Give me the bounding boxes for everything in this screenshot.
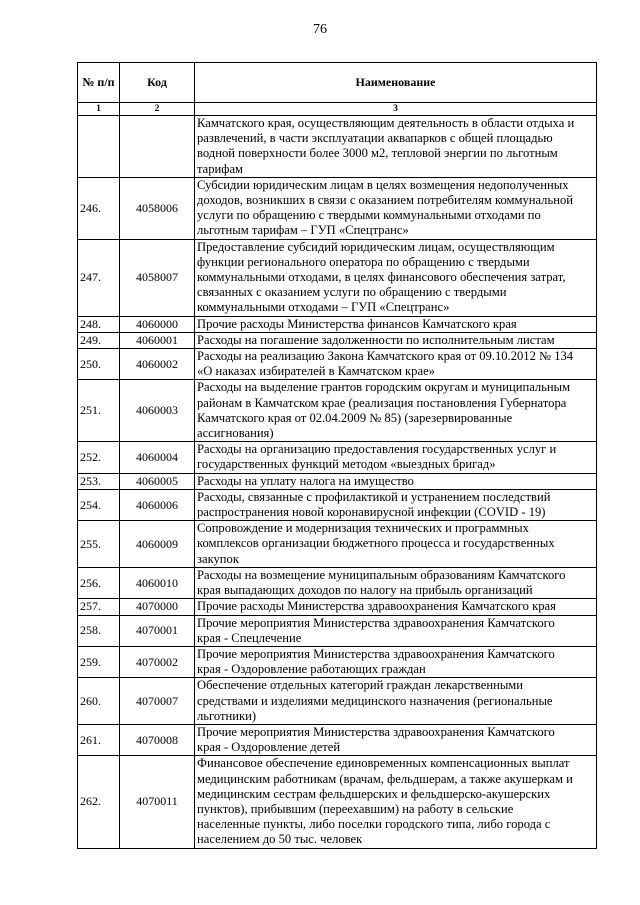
row-name-line: края - Оздоровление детей: [197, 740, 341, 755]
row-number: 250.: [78, 349, 120, 380]
row-code: [120, 116, 195, 178]
row-code: 4060002: [120, 349, 195, 380]
row-number: 259.: [78, 646, 120, 677]
row-name-line: Прочие расходы Министерства здравоохранения Камчатского края: [197, 599, 556, 614]
row-name-line: комплексов организации бюджетного процесса и государственных: [197, 536, 555, 551]
table-row: [78, 332, 597, 348]
row-name: [195, 116, 597, 178]
row-name: [195, 489, 597, 520]
table-row: [78, 177, 597, 239]
table-row: [78, 442, 597, 473]
column-number: 3: [195, 103, 597, 116]
row-name-line: населенные пункты, либо поселки городского типа, либо города с: [197, 817, 551, 832]
row-name-line: Финансовое обеспечение единовременных компенсационных выплат: [197, 756, 570, 771]
row-code: 4058007: [120, 239, 195, 316]
row-code: 4060004: [120, 442, 195, 473]
row-name-line: населением до 50 тыс. человек: [197, 832, 363, 847]
row-name-line: пунктов), прибывшим (переехавшим) на работу в сельские: [197, 801, 514, 816]
row-code: 4070011: [120, 756, 195, 848]
row-number: [78, 116, 120, 178]
row-name: [195, 239, 597, 316]
table-row: [78, 646, 597, 677]
row-name-line: Расходы на выделение грантов городским округам и муниципальным: [197, 380, 571, 395]
row-code: 4070002: [120, 646, 195, 677]
row-name: [195, 567, 597, 598]
row-number: 262.: [78, 756, 120, 848]
row-number: 253.: [78, 473, 120, 489]
table-row: [78, 489, 597, 520]
row-name: [195, 473, 597, 489]
row-number: 261.: [78, 724, 120, 755]
row-number: 256.: [78, 567, 120, 598]
table-row: [78, 349, 597, 380]
table-row: [78, 599, 597, 615]
row-name-line: Субсидии юридическим лицам в целях возмещения недополученных: [197, 177, 569, 192]
row-name: [195, 521, 597, 568]
row-code: 4060003: [120, 380, 195, 442]
row-name-line: Обеспечение отдельных категорий граждан лекарственными: [197, 678, 524, 693]
row-name-line: государственных функций методом «выездных бригад»: [197, 457, 496, 472]
row-number: 260.: [78, 678, 120, 725]
row-code: 4060010: [120, 567, 195, 598]
row-name: [195, 380, 597, 442]
row-name: [195, 316, 597, 332]
row-name-line: Расходы на возмещение муниципальным образованиям Камчатского: [197, 567, 566, 582]
row-name-line: районам в Камчатском крае (реализация постановления Губернатора: [197, 395, 567, 410]
row-code: 4060006: [120, 489, 195, 520]
row-name-line: Прочие расходы Министерства финансов Камчатского края: [197, 316, 517, 331]
row-name: [195, 646, 597, 677]
row-number: 248.: [78, 316, 120, 332]
table-row: [78, 239, 597, 316]
row-name-line: водной поверхности более 3000 м2, тепловой энергии по льготным: [197, 146, 558, 161]
row-name-line: Камчатского края от 02.04.2009 № 85) (зарезервированные: [197, 410, 513, 425]
table-row: [78, 521, 597, 568]
row-name-line: Камчатского края, осуществляющим деятельность в области отдыха и: [197, 116, 575, 130]
row-name-line: медицинским работникам (врачам, фельдшерам, а также акушеркам и: [197, 771, 573, 786]
row-name-line: доходов, возникших в связи с оказанием потребителям коммунальной: [197, 193, 573, 208]
budget-code-table: [77, 62, 597, 849]
table-row: [78, 316, 597, 332]
row-number: 249.: [78, 332, 120, 348]
row-name: [195, 332, 597, 348]
table-row: [78, 473, 597, 489]
row-code: 4070008: [120, 724, 195, 755]
row-name-line: Прочие мероприятия Министерства здравоохранения Камчатского: [197, 615, 555, 630]
table-row: [78, 380, 597, 442]
page-number: 76: [313, 22, 327, 37]
row-name-line: коммунальными отходами, в целях финансового обеспечения затрат,: [197, 270, 566, 285]
header-num: № п/п: [78, 63, 120, 103]
row-code: 4060005: [120, 473, 195, 489]
row-name-line: льготным тарифам – ГУП «Спецтранс»: [197, 223, 409, 238]
table-header-row: [78, 63, 597, 103]
column-number: 2: [120, 103, 195, 116]
table-row: [78, 567, 597, 598]
row-name-line: тарифам: [197, 161, 244, 176]
row-name: [195, 442, 597, 473]
row-name: [195, 349, 597, 380]
row-number: 252.: [78, 442, 120, 473]
row-name-line: услуги по обращению с твердыми коммунальными отходами по: [197, 208, 541, 223]
row-name: [195, 756, 597, 848]
header-code: Код: [120, 63, 195, 103]
row-name-line: средствами и изделиями медицинского назначения (региональные: [197, 693, 553, 708]
row-name-line: функции регионального оператора по обращению с твердыми: [197, 254, 530, 269]
row-name-line: Расходы на уплату налога на имущество: [197, 473, 414, 488]
table-row: [78, 756, 597, 848]
row-name-line: Прочие мероприятия Министерства здравоохранения Камчатского: [197, 646, 555, 661]
column-number-row: [78, 103, 597, 116]
row-name-line: связанных с оказанием услуги по обращению с твердыми: [197, 285, 507, 300]
row-code: 4060001: [120, 332, 195, 348]
row-name-line: закупок: [197, 551, 239, 566]
row-name-line: Расходы на организацию предоставления государственных услуг и: [197, 442, 557, 457]
row-name-line: коммунальными отходами – ГУП «Спецтранс»: [197, 300, 450, 315]
row-code: 4060000: [120, 316, 195, 332]
row-name-line: Сопровождение и модернизация технических и программных: [197, 521, 529, 536]
column-number: 1: [78, 103, 120, 116]
row-name-line: Расходы на погашение задолженности по исполнительным листам: [197, 332, 555, 347]
table-row: [78, 116, 597, 178]
header-name: Наименование: [195, 63, 597, 103]
row-code: 4070000: [120, 599, 195, 615]
row-name-line: медицинским сестрам фельдшерских и фельдшерско-акушерских: [197, 786, 551, 801]
row-name-line: «О наказах избирателей в Камчатском крае»: [197, 364, 435, 379]
row-name-line: Расходы, связанные с профилактикой и устранением последствий: [197, 489, 551, 504]
table-row: [78, 724, 597, 755]
row-code: 4060009: [120, 521, 195, 568]
row-number: 257.: [78, 599, 120, 615]
row-name-line: края выпадающих доходов по налогу на прибыль организаций: [197, 583, 533, 598]
table-row: [78, 678, 597, 725]
row-name-line: края - Спецлечение: [197, 630, 302, 645]
table-body: [78, 116, 597, 849]
row-name: [195, 599, 597, 615]
row-number: 258.: [78, 615, 120, 646]
row-name: [195, 615, 597, 646]
row-name-line: края - Оздоровление работающих граждан: [197, 662, 426, 677]
row-number: 246.: [78, 177, 120, 239]
row-name-line: Расходы на реализацию Закона Камчатского края от 09.10.2012 № 134: [197, 349, 574, 364]
row-name-line: льготники): [197, 708, 257, 723]
row-name: [195, 177, 597, 239]
row-name-line: ассигнования): [197, 426, 274, 441]
row-code: 4070001: [120, 615, 195, 646]
row-name-line: развлечений, в части эксплуатации аквапарков с общей площадью: [197, 131, 553, 146]
row-name-line: распространения новой коронавирусной инфекции (COVID - 19): [197, 505, 546, 520]
row-code: 4058006: [120, 177, 195, 239]
row-name: [195, 724, 597, 755]
row-number: 255.: [78, 521, 120, 568]
row-number: 247.: [78, 239, 120, 316]
row-name: [195, 678, 597, 725]
row-name-line: Предоставление субсидий юридическим лицам, осуществляющим: [197, 239, 555, 254]
row-code: 4070007: [120, 678, 195, 725]
table-row: [78, 615, 597, 646]
row-number: 254.: [78, 489, 120, 520]
row-name-line: Прочие мероприятия Министерства здравоохранения Камчатского: [197, 724, 555, 739]
row-number: 251.: [78, 380, 120, 442]
